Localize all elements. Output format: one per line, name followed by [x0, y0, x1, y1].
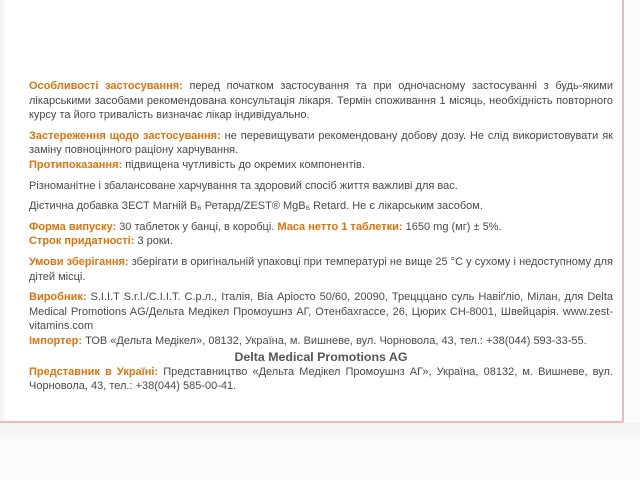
form-text: 30 таблеток у банці, в коробці. [116, 220, 278, 233]
usage-key: Особливості застосування: [29, 80, 183, 92]
storage-key: Умови зберігання: [29, 255, 129, 268]
label-left-edge [0, 0, 7, 421]
form-paragraph [29, 220, 613, 235]
importer-key: Імпортер: [29, 334, 83, 347]
manufacturer-text: S.I.I.T S.r.l./С.І.І.Т. С.р.л., Італія, Віа Аріосто 50/60, 20090, Трецццано суль Навіґліо, Мілан, для Delta Medical Promotions AG/Дельта Медікел Промоушнз АГ, Отенбахгассе, 26, Цюрих CH-8001, Швейцарія. www.zest-vitamins.com [29, 291, 613, 333]
usage-text: перед початком застосування та при одночасному застосуванні з будь-якими лікарськими засобами рекомендована консультація лікаря. Термін споживання 1 місяць, необхідність повторного курсу та його тривалість визначає лікар індивідуально. [29, 80, 613, 122]
storage-text: зберігати в оригінальній упаковці при температурі не вище 25 °С у сухому і недоступному для дітей місці. [29, 255, 613, 283]
manufacturer-key: Виробник: [29, 291, 87, 304]
shelf-life-paragraph [29, 234, 613, 249]
storage-paragraph [29, 255, 613, 284]
mass-key: Маса нетто 1 таблетки: [277, 220, 403, 233]
shelf-life-key: Строк придатності: [29, 235, 135, 248]
form-key: Форма випуску: [29, 220, 117, 233]
diet-note: Різноманітне і збалансоване харчування та здоровий спосіб життя важливі для вас. [29, 179, 458, 192]
importer-text: ТОВ «Дельта Медікел», 08132, Україна, м. Вишневе, вул. Чорновола, 43, тел.: +38(044) 593-33-55. [82, 334, 587, 347]
usage-paragraph [29, 79, 613, 123]
representative-key: Представник в Україні: [29, 365, 159, 378]
importer-paragraph [29, 334, 613, 349]
representative-text: Представництво «Дельта Медікел Промоушнз АГ», Україна, 08132, м. Вишневе, вул. Чорновола, 43, тел.: +38(044) 585-00-41. [29, 365, 613, 393]
contraindications-key: Протипоказання: [29, 158, 123, 171]
warnings-key: Застереження щодо застосування: [29, 129, 221, 142]
warnings-paragraph [29, 129, 613, 158]
shelf-life-text: 3 роки. [134, 235, 173, 248]
mass-text: 1650 mg (мг) ± 5%. [402, 220, 502, 233]
contraindications-text: підвищена чутливість до окремих компонентів. [122, 158, 365, 171]
background-shadow [0, 423, 640, 480]
manufacturer-paragraph [29, 290, 613, 334]
contraindications-paragraph [29, 158, 613, 173]
label-text-block [29, 79, 613, 394]
warnings-text: не перевищувати рекомендовану добову дозу. Не слід використовувати як заміну повноцінного раціону харчування. [29, 129, 613, 157]
representative-paragraph [29, 365, 613, 394]
supplement-note: Дієтична добавка ЗЕСТ Магній В₆ Ретард/ZEST® MgB₆ Retard. Не є лікарським засобом. [29, 200, 483, 213]
company-name: Delta Medical Promotions AG [234, 349, 408, 364]
